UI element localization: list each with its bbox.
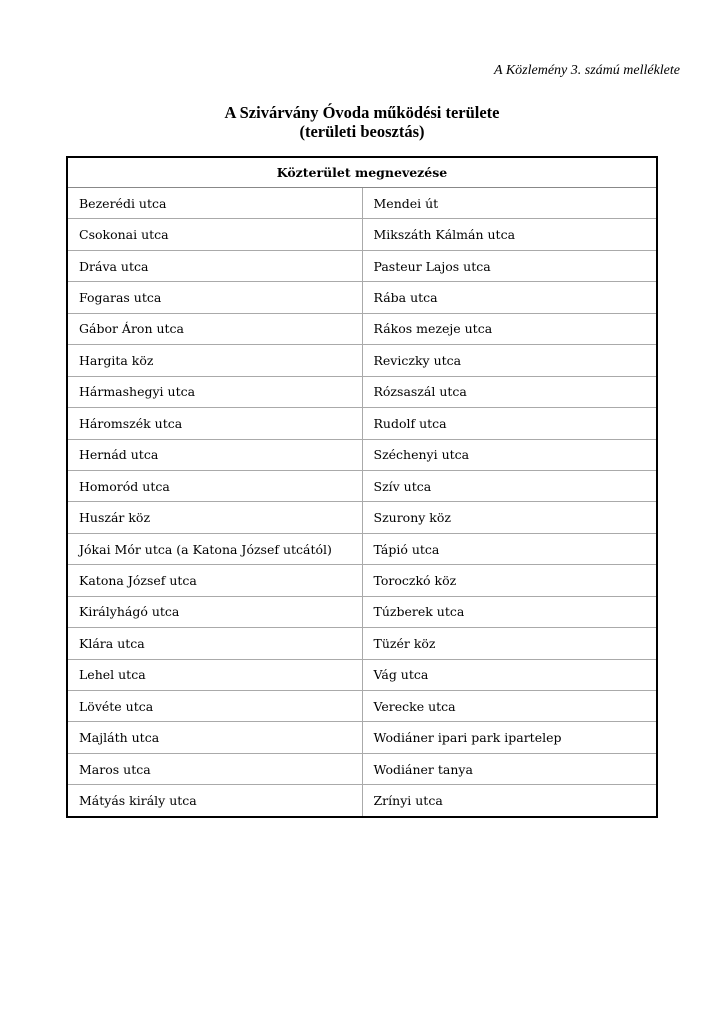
street-name-right: Wodiáner ipari park ipartelep — [362, 722, 657, 753]
street-name-left: Homoród utca — [67, 470, 362, 501]
table-row — [67, 722, 657, 753]
street-name-right: Verecke utca — [362, 691, 657, 722]
table-row — [67, 628, 657, 659]
street-name-right: Rákos mezeje utca — [362, 313, 657, 344]
street-name-left: Dráva utca — [67, 250, 362, 281]
table-row — [67, 376, 657, 407]
street-name-right: Pasteur Lajos utca — [362, 250, 657, 281]
table-body — [67, 188, 657, 817]
street-name-right: Zrínyi utca — [362, 785, 657, 817]
table-row — [67, 533, 657, 564]
document-title — [0, 103, 724, 141]
street-name-left: Huszár köz — [67, 502, 362, 533]
table-row — [67, 219, 657, 250]
table-row — [67, 596, 657, 627]
street-name-left: Hargita köz — [67, 345, 362, 376]
table-header-row — [67, 157, 657, 188]
street-name-right: Szurony köz — [362, 502, 657, 533]
table-row — [67, 408, 657, 439]
street-name-left: Fogaras utca — [67, 282, 362, 313]
table-row — [67, 188, 657, 219]
street-name-right: Rózsaszál utca — [362, 376, 657, 407]
street-name-left: Lehel utca — [67, 659, 362, 690]
table-row — [67, 691, 657, 722]
street-name-right: Reviczky utca — [362, 345, 657, 376]
table-row — [67, 345, 657, 376]
street-name-left: Háromszék utca — [67, 408, 362, 439]
street-name-right: Túzberek utca — [362, 596, 657, 627]
table-header: Közterület megnevezése — [67, 157, 657, 188]
street-name-left: Hármashegyi utca — [67, 376, 362, 407]
title-line-2: (területi beosztás) — [299, 122, 425, 141]
street-name-left: Lövéte utca — [67, 691, 362, 722]
table-row — [67, 565, 657, 596]
title-line-1: A Szivárvány Óvoda működési területe — [224, 103, 500, 122]
street-name-left: Csokonai utca — [67, 219, 362, 250]
street-name-right: Mendei út — [362, 188, 657, 219]
street-name-left: Maros utca — [67, 753, 362, 784]
street-name-left: Királyhágó utca — [67, 596, 362, 627]
table-row — [67, 753, 657, 784]
street-name-left: Majláth utca — [67, 722, 362, 753]
table-row — [67, 502, 657, 533]
table-row — [67, 470, 657, 501]
street-name-right: Vág utca — [362, 659, 657, 690]
street-name-right: Tüzér köz — [362, 628, 657, 659]
street-name-right: Toroczkó köz — [362, 565, 657, 596]
street-name-left: Jókai Mór utca (a Katona József utcától) — [67, 533, 362, 564]
street-name-right: Szív utca — [362, 470, 657, 501]
street-name-left: Hernád utca — [67, 439, 362, 470]
street-name-left: Bezerédi utca — [67, 188, 362, 219]
document-annex-note: A Közlemény 3. számú melléklete — [494, 63, 680, 78]
street-name-right: Rudolf utca — [362, 408, 657, 439]
table-row — [67, 282, 657, 313]
street-name-left: Katona József utca — [67, 565, 362, 596]
table-row — [67, 439, 657, 470]
street-table — [66, 156, 658, 818]
table-row — [67, 250, 657, 281]
street-name-left: Mátyás király utca — [67, 785, 362, 817]
street-name-right: Rába utca — [362, 282, 657, 313]
table-row — [67, 659, 657, 690]
street-name-right: Tápió utca — [362, 533, 657, 564]
table-row — [67, 313, 657, 344]
street-name-right: Széchenyi utca — [362, 439, 657, 470]
table-row — [67, 785, 657, 817]
street-name-right: Wodiáner tanya — [362, 753, 657, 784]
street-name-left: Gábor Áron utca — [67, 313, 362, 344]
street-name-left: Klára utca — [67, 628, 362, 659]
street-name-right: Mikszáth Kálmán utca — [362, 219, 657, 250]
